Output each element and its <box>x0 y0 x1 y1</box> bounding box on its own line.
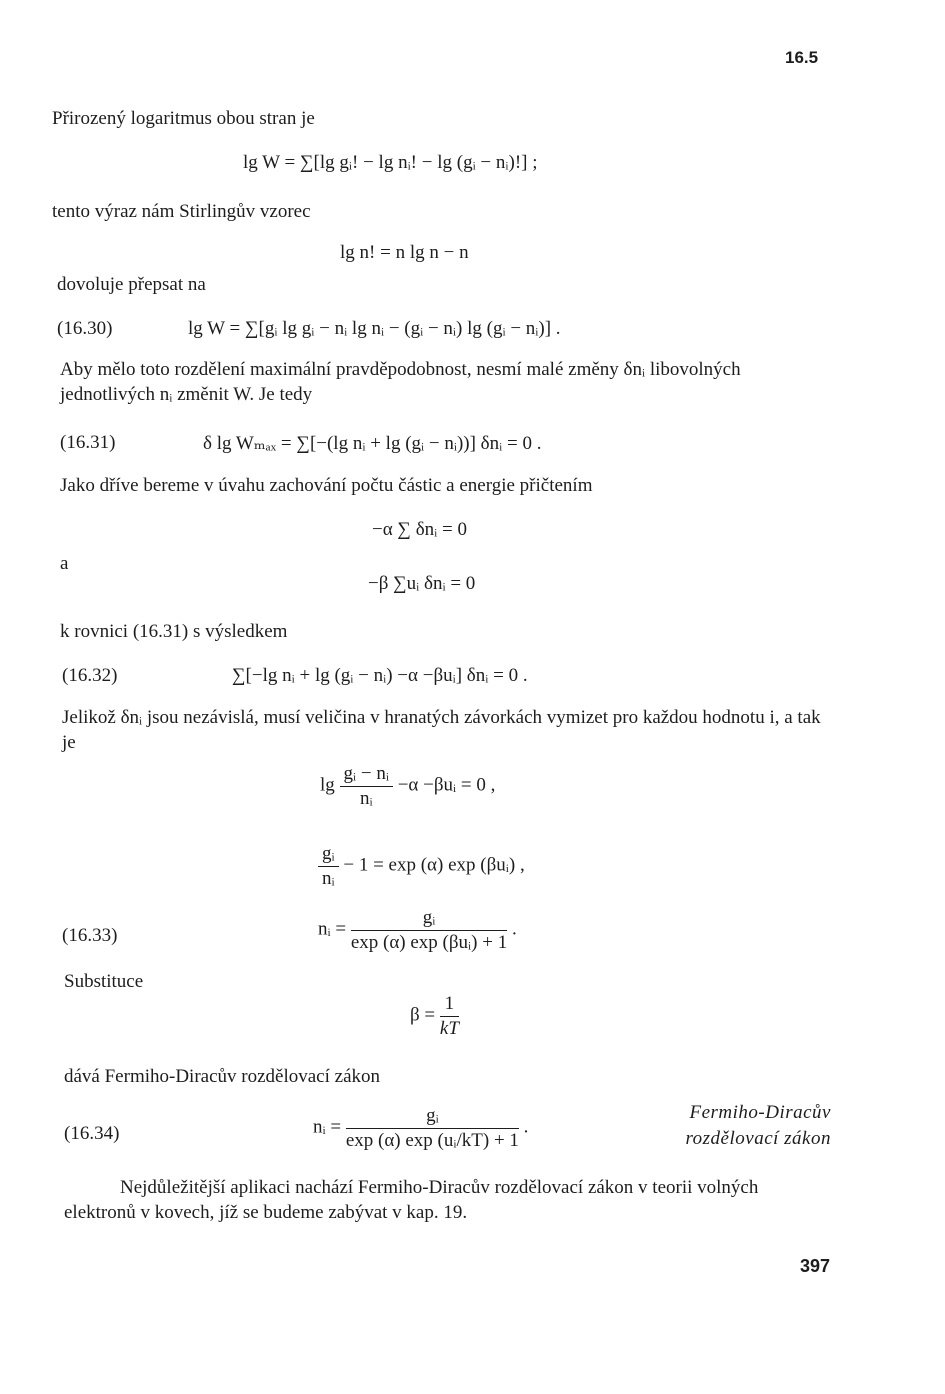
paragraph-7: Jelikož δnᵢ jsou nezávislá, musí veličina v hranatých závorkách vymizet pro každou hodnotu i, a tak je <box>62 707 821 753</box>
equation-16-32: ∑[−lg nᵢ + lg (gᵢ − nᵢ) −α −βuᵢ] δnᵢ = 0 . <box>232 665 528 686</box>
equation-16-30-label: (16.30) <box>57 318 113 339</box>
paragraph-1: Přirozený logaritmus obou stran je <box>52 108 315 129</box>
equation-16-33-end: . <box>511 918 517 940</box>
equation-log-prefix: lg <box>320 774 335 796</box>
equation-16-34 <box>313 1104 528 1153</box>
equation-16-34-label: (16.34) <box>64 1123 120 1144</box>
equation-16-34-lhs: nᵢ = <box>313 1116 342 1138</box>
paragraph-5-and: a <box>60 553 69 574</box>
equation-16-34-numerator: gᵢ <box>346 1104 519 1129</box>
equation-16-33-numerator: gᵢ <box>351 906 507 931</box>
equation-16-33-fraction <box>351 906 507 955</box>
equation-beta-sub-lhs: β = <box>410 1004 436 1026</box>
equation-16-33-label: (16.33) <box>62 925 118 946</box>
equation-exp <box>318 842 525 891</box>
equation-exp-rest: − 1 = exp (α) exp (βuᵢ) , <box>343 854 525 876</box>
equation-log-fraction <box>340 762 393 811</box>
paragraph-6: k rovnici (16.31) s výsledkem <box>60 621 288 642</box>
equation-16-32-label: (16.32) <box>62 665 118 686</box>
paragraph-5: Jako dříve bereme v úvahu zachování počtu částic a energie přičtením <box>60 475 593 496</box>
equation-beta-sub-fraction <box>440 992 459 1041</box>
equation-16-34-fraction <box>346 1104 519 1153</box>
equation-beta-sub-numerator: 1 <box>440 992 459 1017</box>
margin-note <box>685 1100 831 1151</box>
paragraph-10: Nejdůležitější aplikaci nachází Fermiho-Diracův rozdělovací zákon v teorii volných elektronů v kovech, jíž se budeme zabývat v kap. 19. <box>64 1177 759 1223</box>
page-number: 397 <box>800 1256 831 1276</box>
paragraph-8: Substituce <box>64 971 144 992</box>
section-number: 16.5 <box>785 48 819 67</box>
paragraph-4: Aby mělo toto rozdělení maximální pravděpodobnost, nesmí malé změny δnᵢ libovolných jednotlivých nᵢ změnit W. Je tedy <box>60 359 741 405</box>
equation-16-30: lg W = ∑[gᵢ lg gᵢ − nᵢ lg nᵢ − (gᵢ − nᵢ) lg (gᵢ − nᵢ)] . <box>188 318 561 339</box>
paragraph-9: dává Fermiho-Diracův rozdělovací zákon <box>64 1066 381 1087</box>
equation-16-33-denominator: exp (α) exp (βuᵢ) + 1 <box>350 931 508 953</box>
paragraph-3: dovoluje přepsat na <box>57 274 206 295</box>
equation-beta-substitution <box>410 992 459 1041</box>
paragraph-2: tento výraz nám Stirlingův vzorec <box>52 201 311 222</box>
equation-beta-sub-denominator: kT <box>439 1017 459 1039</box>
equation-16-33 <box>318 906 517 955</box>
margin-note-line-1: Fermiho-Diracův <box>689 1102 831 1123</box>
equation-16-31: δ lg Wₘₐₓ = ∑[−(lg nᵢ + lg (gᵢ − nᵢ))] δnᵢ = 0 . <box>203 433 542 454</box>
equation-log <box>320 762 495 811</box>
margin-note-line-2: rozdělovací zákon <box>685 1127 831 1149</box>
equation-log-denominator: nᵢ <box>359 787 373 809</box>
equation-alpha: −α ∑ δnᵢ = 0 <box>372 519 467 540</box>
equation-log-rest: −α −βuᵢ = 0 , <box>397 774 496 796</box>
equation-16-34-denominator: exp (α) exp (uᵢ/kT) + 1 <box>345 1129 519 1151</box>
equation-lnW: lg W = ∑[lg gᵢ! − lg nᵢ! − lg (gᵢ − nᵢ)!] ; <box>243 152 538 173</box>
equation-log-numerator: gᵢ − nᵢ <box>340 762 393 787</box>
equation-stirling: lg n! = n lg n − n <box>340 242 469 263</box>
equation-exp-fraction <box>318 842 339 891</box>
equation-16-33-lhs: nᵢ = <box>318 918 347 940</box>
equation-exp-numerator: gᵢ <box>318 842 339 867</box>
equation-beta: −β ∑uᵢ δnᵢ = 0 <box>368 573 476 594</box>
equation-exp-denominator: nᵢ <box>322 867 335 889</box>
equation-16-31-label: (16.31) <box>60 432 116 453</box>
equation-16-34-end: . <box>523 1116 529 1138</box>
